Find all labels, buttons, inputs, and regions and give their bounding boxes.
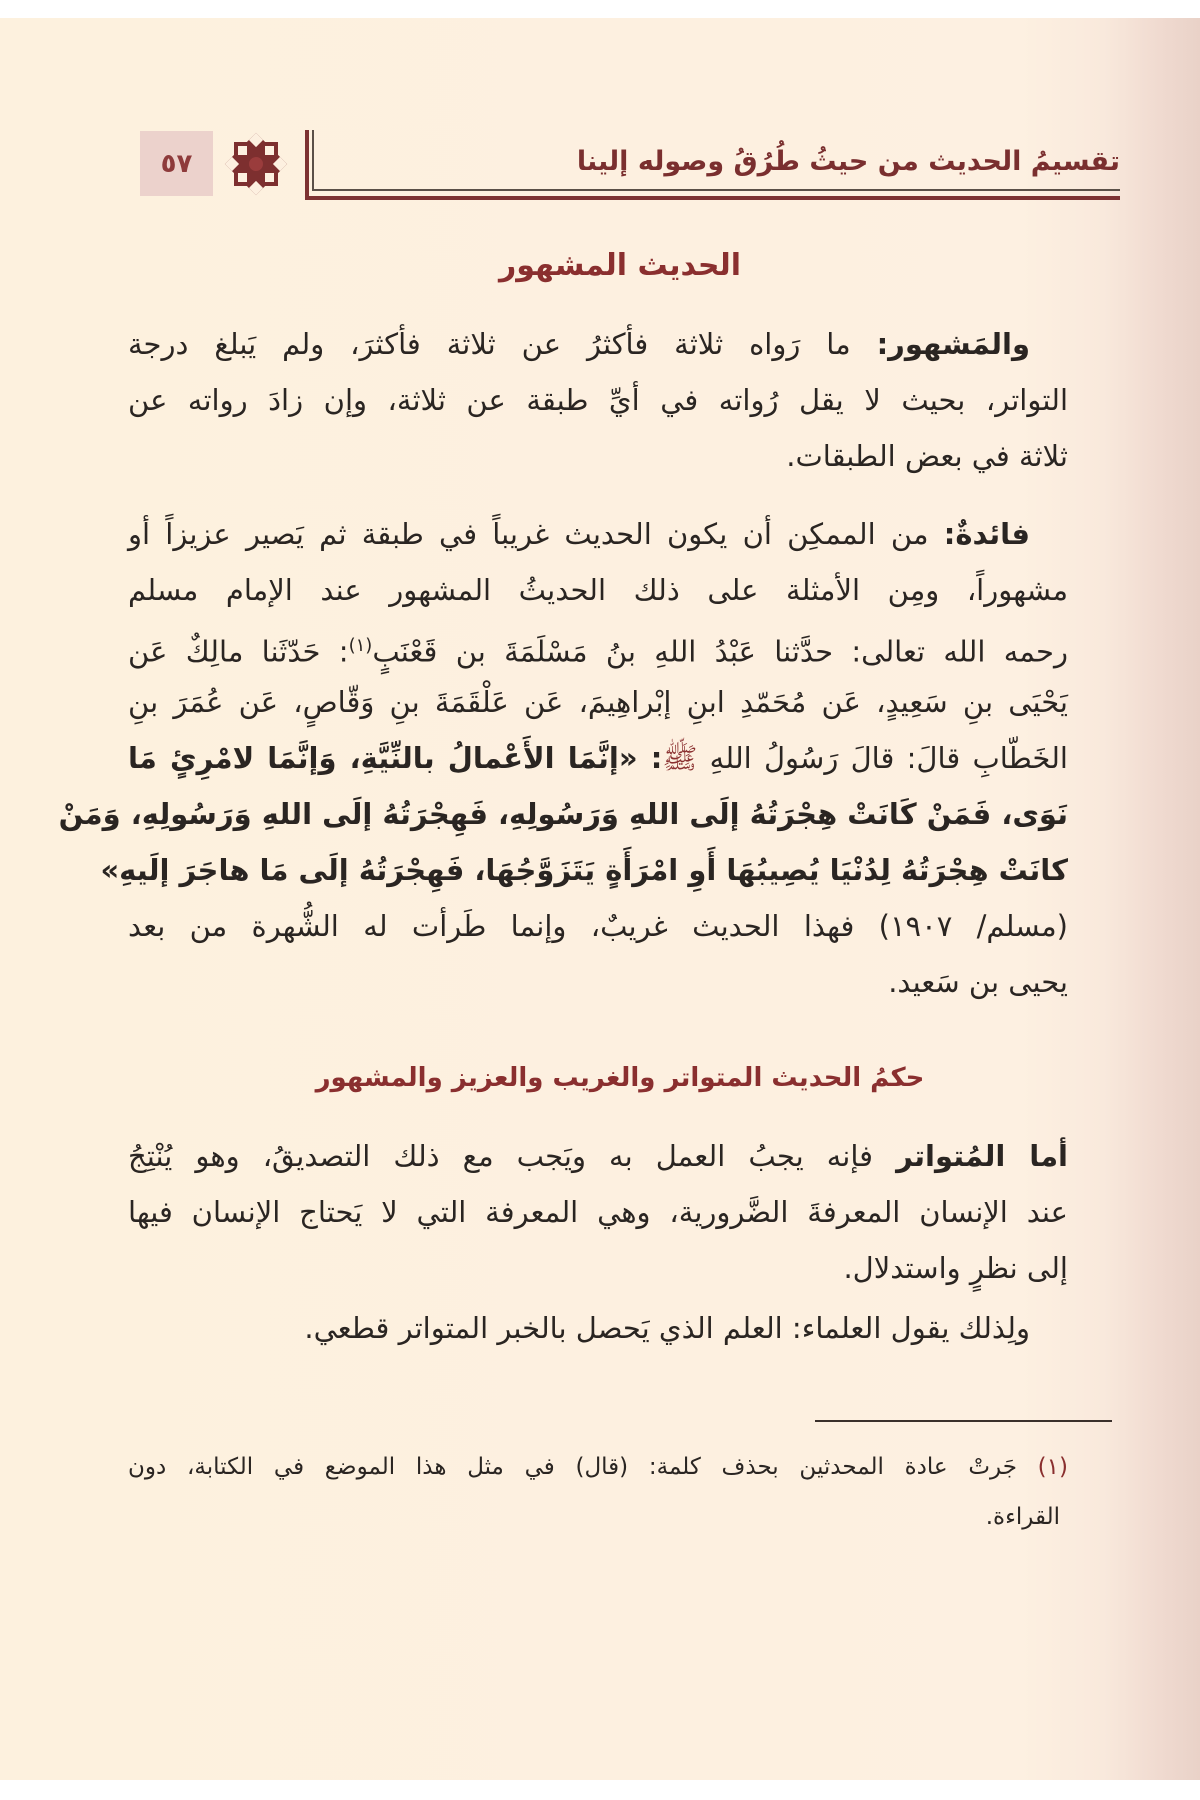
body-line: أما المُتواتر فإنه يجبُ العمل به ويَجب مع ذلك التصديقُ، وهو يُنْتِجُ: [128, 1139, 1068, 1173]
body-line: يحيى بن سَعيد.: [888, 965, 1068, 999]
body-line: والمَشهور: ما رَواه ثلاثة فأكثرُ عن ثلاثة فأكثرَ، ولم يَبلغ درجة: [128, 327, 1030, 361]
body-line: مشهوراً، ومِن الأمثلة على ذلك الحديثُ المشهور عند الإمام مسلم: [128, 573, 1068, 607]
header-frame-line: [305, 130, 309, 200]
header-frame-line: [312, 130, 314, 190]
body-line: (مسلم/ ١٩٠٧) فهذا الحديث غريبٌ، وإنما طَرأت له الشُّهرة من بعد: [128, 909, 1068, 943]
body-line: يَحْيَى بنِ سَعِيدٍ، عَن مُحَمّدِ ابنِ إبْراهِيمَ، عَن عَلْقَمَةَ بنِ وَقّاصٍ، عَن عُمَرَ بنِ: [128, 685, 1068, 719]
body-line: فائدةٌ: من الممكِن أن يكون الحديث غريباً في طبقة ثم يَصير عزيزاً أو: [128, 517, 1030, 551]
book-page: [0, 18, 1200, 1780]
body-line: ثلاثة في بعض الطبقات.: [786, 439, 1068, 473]
term-lead: أما المُتواتر: [896, 1139, 1068, 1173]
section-heading-ruling: حكمُ الحديث المتواتر والغريب والعزيز والمشهور: [315, 1063, 925, 1093]
footnote-separator: [815, 1420, 1112, 1422]
body-line: رحمه الله تعالى: حدَّثنا عَبْدُ اللهِ بنُ مَسْلَمَةَ بن قَعْنَبٍ$^{(١)}$: حَدّثَنا مالِكٌ عَن: [128, 634, 1068, 669]
eight-point-star-ornament-icon: [220, 128, 292, 200]
header-rule-thin: [312, 189, 1120, 191]
body-line: ولِذلك يقول العلماء: العلم الذي يَحصل بالخبر المتواتر قطعي.: [304, 1311, 1030, 1345]
running-title: تقسيمُ الحديث من حيثُ طُرُقُ وصوله إلينا: [576, 146, 1120, 177]
body-line: التواتر، بحيث لا يقل رُواته في أيِّ طبقة عن ثلاثة، وإن زادَ رواته عن: [128, 383, 1068, 417]
hadith-quote-line: نَوَى، فَمَنْ كَانَتْ هِجْرَتُهُ إلَى اللهِ وَرَسُولِهِ، فَهِجْرَتُهُ إلَى اللهِ وَرَسُولِهِ، وَمَنْ: [58, 797, 1068, 831]
hadith-quote-line: كانَتْ هِجْرَتُهُ لِدُنْيَا يُصِيبُهَا أَوِ امْرَأَةٍ يَتَزَوَّجُهَا، فَهِجْرَتُهُ إلَى مَا هاجَرَ إلَيهِ»: [100, 853, 1068, 887]
hadith-quote: : «إنَّمَا الأَعْمالُ بالنِّيَّةِ، وَإنَّمَا لامْرِئٍ مَا: [128, 741, 663, 775]
page-number: ٥٧: [160, 148, 193, 179]
honorific-icon: ﷺ: [662, 741, 698, 775]
footnote-line: القراءة.: [985, 1504, 1060, 1530]
footnote-ref[interactable]: (١): [348, 635, 373, 656]
body-line: عند الإنسان المعرفةَ الضَّرورية، وهي المعرفة التي لا يَحتاج الإنسان فيها: [128, 1195, 1068, 1229]
footnote-line: (١) جَرتْ عادة المحدثين بحذف كلمة: (قال) في مثل هذا الموضع في الكتابة، دون: [128, 1454, 1068, 1480]
footnote-number: (١): [1037, 1454, 1068, 1480]
section-heading-mashhur: الحديث المشهور: [498, 248, 742, 283]
header-rule-thick: [305, 196, 1120, 200]
term-lead: والمَشهور:: [876, 327, 1030, 361]
term-lead: فائدةٌ:: [943, 517, 1030, 551]
body-line: الخَطّابِ قالَ: قالَ رَسُولُ اللهِ ﷺ: «إنَّمَا الأَعْمالُ بالنِّيَّةِ، وَإنَّمَا لامْرِئٍ مَا: [128, 741, 1068, 775]
body-line: إلى نظرٍ واستدلال.: [843, 1251, 1068, 1285]
page-number-box: [140, 131, 213, 196]
